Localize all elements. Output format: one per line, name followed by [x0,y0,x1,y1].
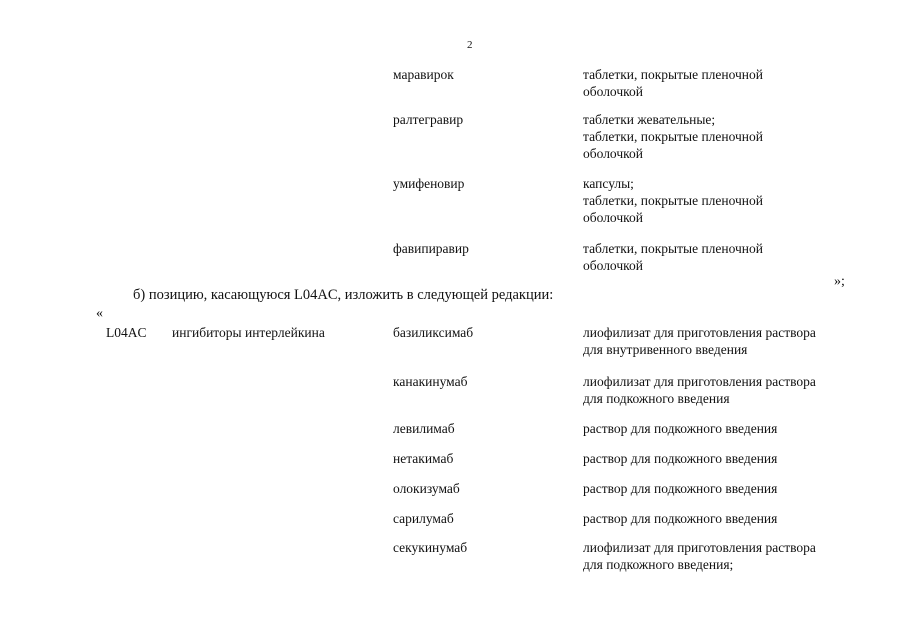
dosage-form: капсулы; таблетки, покрытые пленочной оболочкой [583,176,764,225]
closing-quote: »; [834,274,845,289]
drug-name: базиликсимаб [393,325,474,340]
page-number: 2 [467,39,473,51]
drug-name: канакинумаб [393,374,468,389]
dosage-form: лиофилизат для приготовления раствора для подкожного введения [583,374,816,406]
dosage-form: раствор для подкожного введения [583,511,778,526]
dosage-form: лиофилизат для приготовления раствора для внутривенного введения [583,325,816,357]
drug-name: олокизумаб [393,481,460,496]
dosage-form: раствор для подкожного введения [583,451,778,466]
lead-paragraph: б) позицию, касающуюся L04AC, изложить в следующей редакции: [133,287,554,303]
dosage-form: лиофилизат для приготовления раствора для подкожного введения; [583,540,816,572]
drug-name: секукинумаб [393,540,468,555]
dosage-form: таблетки жевательные; таблетки, покрытые пленочной оболочкой [583,112,764,161]
dosage-form: таблетки, покрытые пленочной оболочкой [583,67,764,99]
drug-name: маравирок [393,67,454,82]
drug-name: нетакимаб [393,451,454,466]
drug-name: фавипиравир [393,241,469,256]
dosage-form: раствор для подкожного введения [583,421,778,436]
drug-name: сарилумаб [393,511,454,526]
atc-group-name: ингибиторы интерлейкина [172,325,325,340]
drug-name: ралтегравир [393,112,464,127]
atc-code: L04AC [106,325,147,340]
dosage-form: раствор для подкожного введения [583,481,778,496]
drug-name: левилимаб [393,421,455,436]
opening-quote: « [96,306,103,321]
drug-name: умифеновир [393,176,465,191]
dosage-form: таблетки, покрытые пленочной оболочкой [583,241,764,273]
